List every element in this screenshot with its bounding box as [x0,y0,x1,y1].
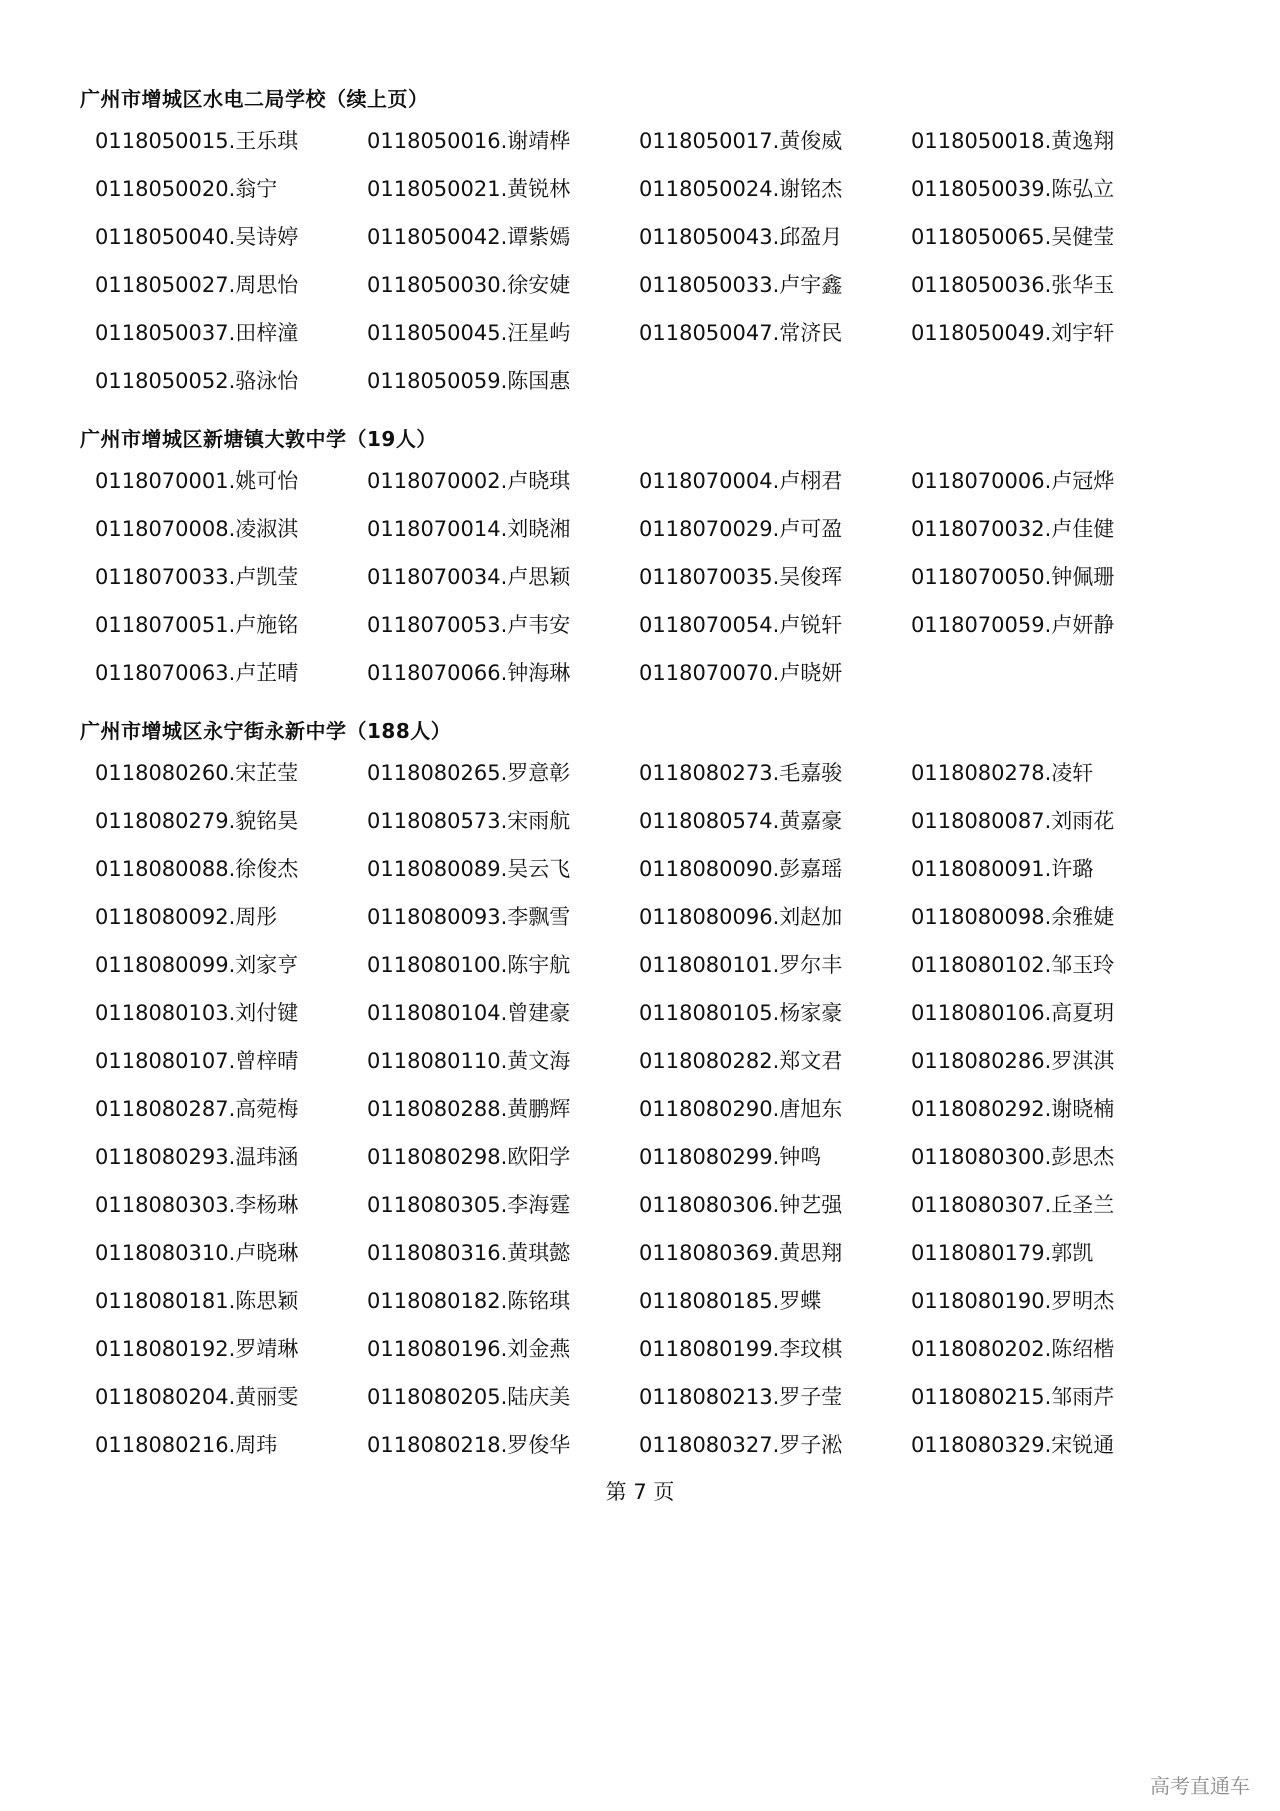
student-entry: 0118080573.宋雨航 [367,809,571,833]
student-entry: 0118080260.宋芷莹 [95,761,299,785]
student-entry: 0118050045.汪星屿 [367,321,571,345]
student-entry: 0118080088.徐俊杰 [95,857,299,881]
student-entry: 0118080216.周玮 [95,1433,278,1457]
student-entry: 0118070014.刘晓湘 [367,517,571,541]
student-entry: 0118080279.貌铭昊 [95,809,299,833]
student-entry: 0118080099.刘家亨 [95,953,299,977]
student-entry: 0118080278.凌轩 [911,761,1094,785]
student-entry: 0118080110.黄文海 [367,1049,571,1073]
student-entry: 0118050040.吴诗婷 [95,225,299,249]
student-entry: 0118080096.刘赵加 [639,905,843,929]
school-title: 广州市增城区永宁街永新中学（188人） [80,719,452,743]
student-entry: 0118080106.高夏玥 [911,1001,1115,1025]
student-entry: 0118080199.李玟棋 [639,1337,843,1361]
student-entry: 0118050039.陈弘立 [911,177,1115,201]
student-entry: 0118080305.李海霆 [367,1193,571,1217]
student-entry: 0118080101.罗尔丰 [639,953,843,977]
student-entry: 0118080215.邹雨芹 [911,1385,1115,1409]
student-entry: 0118080181.陈思颖 [95,1289,299,1313]
student-list [95,117,1280,405]
student-entry: 0118070053.卢韦安 [367,613,571,637]
student-entry: 0118080091.许璐 [911,857,1094,881]
student-entry: 0118070054.卢锐轩 [639,613,843,637]
school-section [0,719,1280,1469]
student-entry: 0118050036.张华玉 [911,273,1115,297]
student-entry: 0118080087.刘雨花 [911,809,1115,833]
school-section [0,427,1280,697]
student-entry: 0118080273.毛嘉骏 [639,761,843,785]
document-content [0,87,1280,1491]
student-entry: 0118070029.卢可盈 [639,517,843,541]
student-entry: 0118070001.姚可怡 [95,469,299,493]
student-entry: 0118050017.黄俊威 [639,129,843,153]
student-entry: 0118050021.黄锐林 [367,177,571,201]
student-entry: 0118050049.刘宇轩 [911,321,1115,345]
student-entry: 0118080089.吴云飞 [367,857,571,881]
student-entry: 0118070066.钟海琳 [367,661,571,685]
student-entry: 0118050015.王乐琪 [95,129,299,153]
student-entry: 0118080287.高菀梅 [95,1097,299,1121]
student-entry: 0118080104.曾建豪 [367,1001,571,1025]
student-entry: 0118080306.钟艺强 [639,1193,843,1217]
student-entry: 0118080316.黄琪懿 [367,1241,571,1265]
student-entry: 0118080310.卢晓琳 [95,1241,299,1265]
page-number: 第 7 页 [605,1480,675,1504]
student-entry: 0118080179.郭凯 [911,1241,1094,1265]
student-entry: 0118050024.谢铭杰 [639,177,843,201]
student-entry: 0118070051.卢施铭 [95,613,299,637]
student-entry: 0118050020.翁宁 [95,177,278,201]
student-list [95,457,1280,697]
student-entry: 0118050037.田梓潼 [95,321,299,345]
student-entry: 0118080292.谢晓楠 [911,1097,1115,1121]
student-entry: 0118080092.周彤 [95,905,278,929]
student-entry: 0118070008.凌淑淇 [95,517,299,541]
student-entry: 0118070033.卢凯莹 [95,565,299,589]
student-entry: 0118080218.罗俊华 [367,1433,571,1457]
student-entry: 0118080286.罗淇淇 [911,1049,1115,1073]
student-entry: 0118080329.宋锐通 [911,1433,1115,1457]
student-entry: 0118050033.卢宇鑫 [639,273,843,297]
student-entry: 0118080202.陈绍楷 [911,1337,1115,1361]
student-list [95,749,1280,1469]
student-entry: 0118080196.刘金燕 [367,1337,571,1361]
student-entry: 0118080107.曾梓晴 [95,1049,299,1073]
student-entry: 0118080093.李飘雪 [367,905,571,929]
student-entry: 0118080213.罗子莹 [639,1385,843,1409]
student-entry: 0118050016.谢靖桦 [367,129,571,153]
school-title: 广州市增城区水电二局学校（续上页） [80,87,429,111]
student-entry: 0118050059.陈国惠 [367,369,571,393]
student-entry: 0118080204.黄丽雯 [95,1385,299,1409]
student-entry: 0118050065.吴健莹 [911,225,1115,249]
student-entry: 0118070032.卢佳健 [911,517,1115,541]
student-entry: 0118080290.唐旭东 [639,1097,843,1121]
student-entry: 0118080282.郑文君 [639,1049,843,1073]
student-entry: 0118080103.刘付键 [95,1001,299,1025]
student-entry: 0118050047.常济民 [639,321,843,345]
student-entry: 0118080293.温玮涵 [95,1145,299,1169]
school-title: 广州市增城区新塘镇大敦中学（19人） [80,427,437,451]
student-entry: 0118080185.罗蝶 [639,1289,822,1313]
student-entry: 0118070004.卢栩君 [639,469,843,493]
student-entry: 0118080192.罗靖琳 [95,1337,299,1361]
student-entry: 0118080307.丘圣兰 [911,1193,1115,1217]
student-entry: 0118070059.卢妍静 [911,613,1115,637]
student-entry: 0118050030.徐安婕 [367,273,571,297]
student-entry: 0118080205.陆庆美 [367,1385,571,1409]
watermark: 高考直通车 [1150,1774,1250,1798]
student-entry: 0118080102.邹玉玲 [911,953,1115,977]
student-entry: 0118080190.罗明杰 [911,1289,1115,1313]
student-entry: 0118070063.卢芷晴 [95,661,299,685]
student-entry: 0118070050.钟佩珊 [911,565,1115,589]
student-entry: 0118070034.卢思颖 [367,565,571,589]
student-entry: 0118080182.陈铭琪 [367,1289,571,1313]
student-entry: 0118050018.黄逸翔 [911,129,1115,153]
student-entry: 0118050027.周思怡 [95,273,299,297]
student-entry: 0118050052.骆泳怡 [95,369,299,393]
student-entry: 0118080299.钟鸣 [639,1145,822,1169]
student-entry: 0118070006.卢冠烨 [911,469,1115,493]
student-entry: 0118080300.彭思杰 [911,1145,1115,1169]
student-entry: 0118080105.杨家豪 [639,1001,843,1025]
student-entry: 0118050043.邱盈月 [639,225,843,249]
student-entry: 0118070035.吴俊珲 [639,565,843,589]
student-entry: 0118080100.陈宇航 [367,953,571,977]
student-entry: 0118080574.黄嘉豪 [639,809,843,833]
student-entry: 0118080090.彭嘉瑶 [639,857,843,881]
student-entry: 0118080298.欧阳学 [367,1145,571,1169]
student-entry: 0118080327.罗子淞 [639,1433,843,1457]
student-entry: 0118080369.黄思翔 [639,1241,843,1265]
student-entry: 0118050042.谭紫嫣 [367,225,571,249]
school-section [0,87,1280,405]
student-entry: 0118080098.余雅婕 [911,905,1115,929]
student-entry: 0118070002.卢晓琪 [367,469,571,493]
student-entry: 0118080265.罗意彰 [367,761,571,785]
student-entry: 0118070070.卢晓妍 [639,661,843,685]
student-entry: 0118080303.李杨琳 [95,1193,299,1217]
student-entry: 0118080288.黄鹏辉 [367,1097,571,1121]
